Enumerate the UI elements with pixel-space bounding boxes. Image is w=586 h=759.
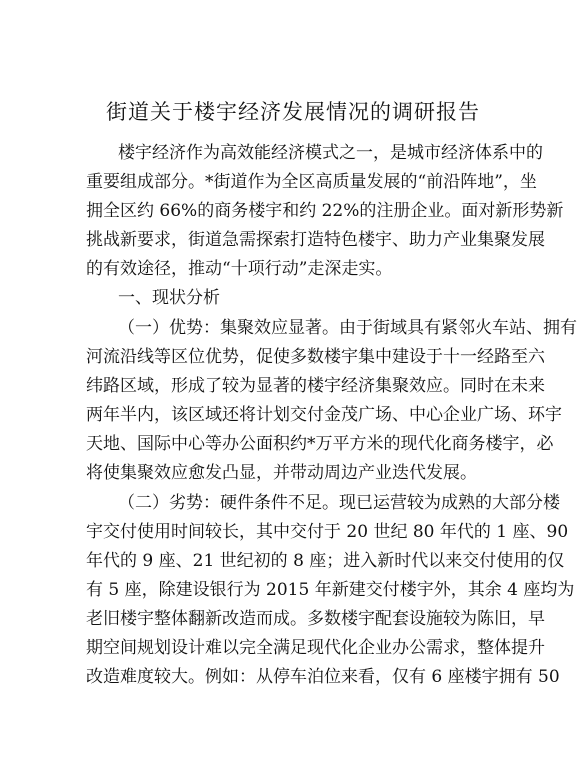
paragraph-line: 两年半内，该区域还将计划交付金茂广场、中心企业广场、环宇: [86, 405, 562, 425]
paragraph-line: 宇交付使用时间较长，其中交付于 20 世纪 80 年代的 1 座、90: [86, 522, 569, 542]
paragraph-line: 挑战新要求，街道急需探索打造特色楼宇、助力产业集聚发展: [86, 230, 545, 250]
paragraph-line: 期空间规划设计难以完全满足现代化企业办公需求，整体提升: [86, 638, 545, 658]
section-heading: 一、现状分析: [118, 288, 220, 308]
paragraph-line: （一）优势：集聚效应显著。由于街域具有紧邻火车站、拥有: [118, 318, 577, 338]
paragraph-line: 拥全区约 66%的商务楼宇和约 22%的注册企业。面对新形势新: [86, 201, 564, 221]
paragraph-line: 有 5 座，除建设银行为 2015 年新建交付楼宇外，其余 4 座均为: [86, 580, 575, 600]
paragraph-line: 河流沿线等区位优势，促使多数楼宇集中建设于十一经路至六: [86, 347, 545, 367]
paragraph-line: （二）劣势：硬件条件不足。现已运营较为成熟的大部分楼: [118, 493, 560, 513]
paragraph-line: 纬路区域，形成了较为显著的楼宇经济集聚效应。同时在未来: [86, 376, 545, 396]
paragraph-line: 老旧楼宇整体翻新改造而成。多数楼宇配套设施较为陈旧，早: [86, 609, 545, 629]
document-title: 街道关于楼宇经济发展情况的调研报告: [106, 100, 480, 124]
paragraph-line: 天地、国际中心等办公面积约*万平方米的现代化商务楼宇，必: [86, 434, 554, 454]
paragraph-line: 年代的 9 座、21 世纪初的 8 座；进入新时代以来交付使用的仅: [86, 551, 565, 571]
paragraph-line: 改造难度较大。例如：从停车泊位来看，仅有 6 座楼宇拥有 50: [86, 667, 560, 687]
paragraph-line: 楼宇经济作为高效能经济模式之一，是城市经济体系中的: [118, 143, 543, 163]
paragraph-line: 重要组成部分。*街道作为全区高质量发展的“前沿阵地”，坐: [86, 172, 537, 192]
paragraph-line: 的有效途径，推动“十项行动”走深走实。: [86, 259, 393, 279]
paragraph-line: 将使集聚效应愈发凸显，并带动周边产业迭代发展。: [86, 463, 477, 483]
